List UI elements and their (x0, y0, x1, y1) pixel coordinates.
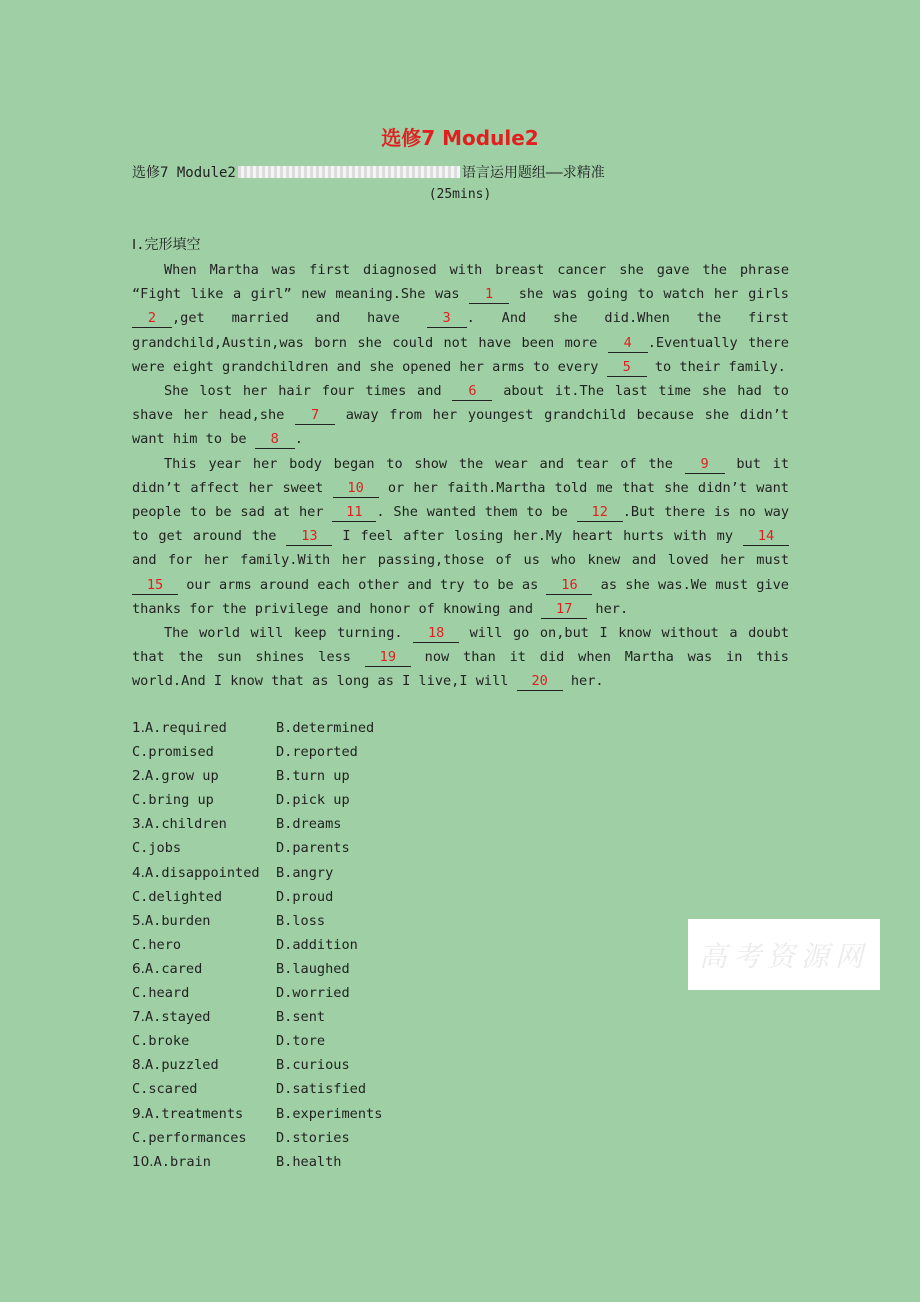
section-label: Ⅰ.完形填空 (132, 237, 201, 253)
paragraph-1: When Martha was first diagnosed with breast cancer she gave the phrase “Fight like a girl” new meaning.She was 1 she was going to watch her girls 2 ,get married and have 3 . And she did.When the first grandchild,Austin,was born she could not have been more 4 .Eventually there were eight grandchildren and she opened her arms to every 5 to their family. (132, 262, 789, 375)
blank-7: 7 (295, 406, 335, 425)
paragraph-2: She lost her hair four times and 6 about it.The last time she had to shave her head,she 7 away from her youngest grandchild because she didn’t want him to be 8 . (132, 383, 789, 448)
page-title: 选修7 Module2 (381, 126, 539, 150)
cloze-passage (132, 258, 789, 694)
blank-4: 4 (608, 334, 648, 353)
option-row: C.delighted D.proud (132, 888, 334, 905)
option-row: C.jobs D.parents (132, 840, 350, 857)
option-row: C.heard D.worried (132, 985, 350, 1002)
subtitle-right: 语言运用题组——求精准 (461, 165, 605, 181)
watermark-logo (688, 919, 880, 990)
option-row: 10.A.brain B.health (132, 1153, 342, 1170)
paragraph-4: The world will keep turning. 18 will go on,but I know without a doubt that the sun shines less 19 now than it did when Martha was in this world.And I know that as long as I live,I will 20 her. (132, 625, 790, 690)
option-row: C.promised D.reported (132, 744, 358, 761)
option-row: C.performances D.stories (132, 1129, 350, 1146)
option-row: 2.A.grow up B.turn up (132, 768, 350, 785)
option-row: 1.A.required B.determined (132, 720, 375, 736)
blank-12: 12 (577, 503, 623, 522)
option-row: 5.A.burden B.loss (132, 912, 326, 929)
option-row: C.scared D.satisfied (132, 1081, 367, 1098)
blank-13: 13 (286, 527, 332, 546)
blank-6: 6 (452, 382, 492, 401)
blank-19: 19 (365, 648, 411, 667)
option-row: 4.A.disappointed B.angry (132, 864, 334, 881)
redacted-bar (238, 166, 460, 178)
option-row: 8.A.puzzled B.curious (132, 1057, 350, 1074)
option-row: 3.A.children B.dreams (132, 816, 342, 833)
watermark-text: 高考资源网 (698, 939, 869, 973)
blank-16: 16 (546, 576, 592, 595)
blank-1: 1 (469, 285, 509, 304)
blank-11: 11 (332, 503, 376, 522)
paragraph-3: This year her body began to show the wear and tear of the 9 but it didn’t affect her sweet 10 or her faith.Martha told me that she didn’t want people to be sad at her 11 . She wanted them to be 12 .But there is no way to get around the 13 I feel after losing her.My heart hurts with my 14 and for her family.With her passing,those of us who knew and loved her must 15 our arms around each other and try to be as 16 as she was.We must give thanks for the privilege and honor of knowing and 17 her. (132, 455, 790, 617)
blank-10: 10 (333, 479, 379, 498)
option-row: C.hero D.addition (132, 936, 358, 953)
blank-14: 14 (743, 527, 789, 546)
blank-20: 20 (517, 672, 563, 691)
blank-2: 2 (132, 309, 172, 328)
option-row: 9.A.treatments B.experiments (132, 1105, 383, 1122)
blank-15: 15 (132, 576, 178, 595)
subtitle-left: 选修7 Module2 (132, 165, 236, 181)
option-row: 7.A.stayed B.sent (132, 1009, 326, 1026)
subtitle-line (132, 162, 605, 182)
option-row: C.bring up D.pick up (132, 792, 350, 809)
option-row: 6.A.cared B.laughed (132, 960, 350, 977)
duration-label: (25mins) (428, 187, 492, 202)
blank-8: 8 (255, 430, 295, 449)
blank-17: 17 (541, 600, 587, 619)
option-row: C.broke D.tore (132, 1033, 326, 1050)
blank-5: 5 (607, 358, 647, 377)
blank-9: 9 (685, 455, 725, 474)
answer-options (132, 716, 382, 1174)
blank-3: 3 (427, 309, 467, 328)
blank-18: 18 (413, 624, 459, 643)
